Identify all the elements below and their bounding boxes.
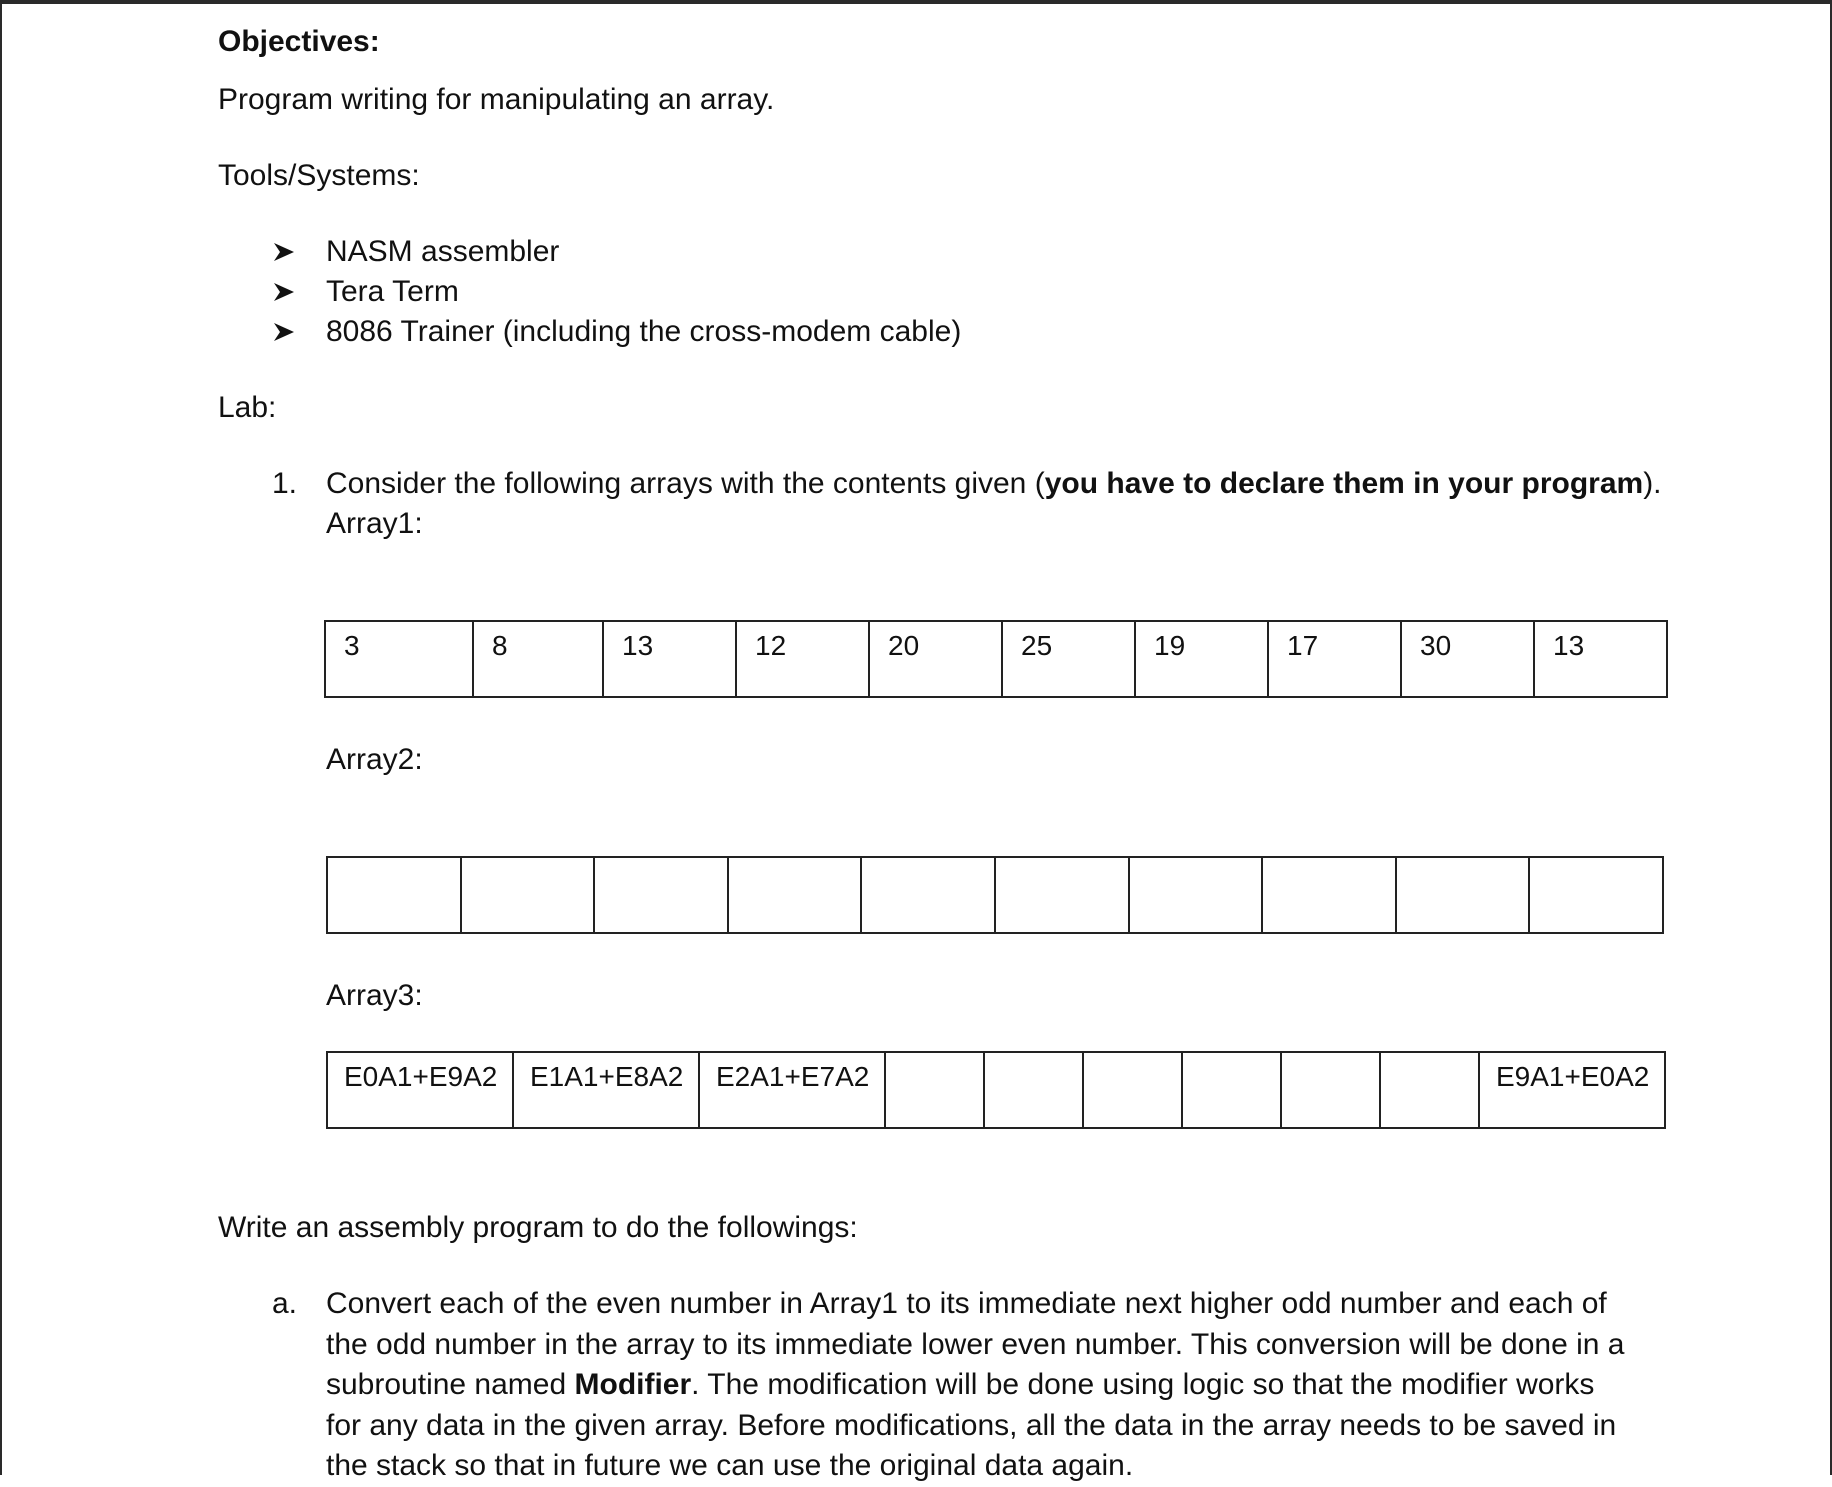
array3-cell: [885, 1052, 984, 1128]
array3-value: E2A1+E7A2: [716, 1061, 870, 1092]
array1-row: [325, 621, 1667, 697]
array1-cell: [473, 621, 603, 697]
array2-table: [326, 856, 1664, 934]
array1-value: 20: [888, 630, 920, 661]
array3-value: E9A1+E0A2: [1496, 1061, 1650, 1092]
array3-cell: [1281, 1052, 1380, 1128]
array3-cell: [1182, 1052, 1281, 1128]
array3-table: [326, 1051, 1666, 1129]
task-a-line: the stack so that in future we can use the original data again.: [326, 1449, 1134, 1482]
array1-cell: [1135, 621, 1268, 697]
task-intro: Write an assembly program to do the followings:: [218, 1211, 858, 1244]
array1-value: 8: [492, 630, 508, 661]
task-a-line: the odd number in the array to its immediate lower even number. This conversion will be done in a: [326, 1327, 1625, 1361]
question-number: 1.: [272, 467, 298, 500]
objectives-heading: Objectives:: [218, 25, 380, 58]
array3-cell: [1479, 1052, 1665, 1128]
lab-heading: Lab:: [218, 391, 277, 424]
task-a-line: for any data in the given array. Before modifications, all the data in the array needs to be saved in: [326, 1408, 1617, 1442]
arrow-bullet-icon: [272, 280, 296, 304]
array2-cell: [861, 857, 995, 933]
array1-label: Array1:: [326, 507, 423, 540]
array3-cell: [984, 1052, 1083, 1128]
array3-row: [327, 1052, 1665, 1128]
array1-cell: [1534, 621, 1667, 697]
task-a-label: a.: [272, 1287, 298, 1320]
array3-value: E1A1+E8A2: [530, 1061, 684, 1092]
array1-value: 25: [1021, 630, 1053, 661]
array1-value: 3: [344, 630, 360, 661]
array2-row: [327, 857, 1663, 933]
arrow-bullet-icon: [272, 240, 296, 264]
array3-cell: [699, 1052, 885, 1128]
array1-cell: [736, 621, 869, 697]
array2-label: Array2:: [326, 743, 423, 776]
array1-cell: [1002, 621, 1135, 697]
array3-value: [1282, 1053, 1379, 1061]
array2-cell: [995, 857, 1129, 933]
array1-cell: [1268, 621, 1401, 697]
array2-cell: [1396, 857, 1530, 933]
array3-value: [886, 1053, 983, 1061]
array1-value: 13: [1553, 630, 1585, 661]
array2-cell: [728, 857, 862, 933]
array3-cell: [513, 1052, 699, 1128]
array2-cell: [1262, 857, 1396, 933]
array3-label: Array3:: [326, 979, 423, 1012]
objectives-text: Program writing for manipulating an array.: [218, 83, 775, 116]
array1-cell: [869, 621, 1002, 697]
array3-cell: [1083, 1052, 1182, 1128]
question-text-part: Consider the following arrays with the contents given (: [326, 467, 1045, 500]
array3-value: E0A1+E9A2: [344, 1061, 498, 1092]
tools-item-3: 8086 Trainer (including the cross-modem cable): [326, 315, 962, 348]
task-text-part: . The modification will be done using logic so that the modifier works: [691, 1368, 1595, 1401]
array3-value: [1084, 1053, 1181, 1061]
tools-heading: Tools/Systems:: [218, 159, 420, 192]
array2-cell: [327, 857, 461, 933]
task-a-paragraph: [326, 1284, 1686, 1487]
question-text-emphasis: you have to declare them in your program: [1044, 467, 1644, 500]
array1-value: 17: [1287, 630, 1319, 661]
array3-cell: [327, 1052, 513, 1128]
array1-table: [324, 620, 1668, 698]
array1-value: 30: [1420, 630, 1452, 661]
tools-item-2: Tera Term: [326, 275, 459, 308]
array2-cell: [461, 857, 595, 933]
task-a-line: [326, 1365, 1686, 1406]
tools-item-1: NASM assembler: [326, 235, 560, 268]
array1-value: 19: [1154, 630, 1186, 661]
array3-value: [1183, 1053, 1280, 1061]
question-text-part: ).: [1643, 467, 1662, 500]
array1-cell: [1401, 621, 1534, 697]
array1-value: 13: [622, 630, 654, 661]
array2-cell: [1529, 857, 1663, 933]
question-1-text: [326, 464, 1662, 504]
arrow-bullet-icon: [272, 320, 296, 344]
task-a-line: Convert each of the even number in Array1 to its immediate next higher odd number and each of: [326, 1287, 1607, 1320]
array2-cell: [594, 857, 728, 933]
array3-cell: [1380, 1052, 1479, 1128]
array1-cell: [603, 621, 736, 697]
array2-cell: [1129, 857, 1263, 933]
array3-value: [1381, 1053, 1478, 1061]
array3-value: [985, 1053, 1082, 1061]
task-text-part: subroutine named: [326, 1368, 575, 1401]
array1-cell: [325, 621, 473, 697]
array1-value: 12: [755, 630, 787, 661]
subroutine-name: Modifier: [574, 1368, 692, 1401]
